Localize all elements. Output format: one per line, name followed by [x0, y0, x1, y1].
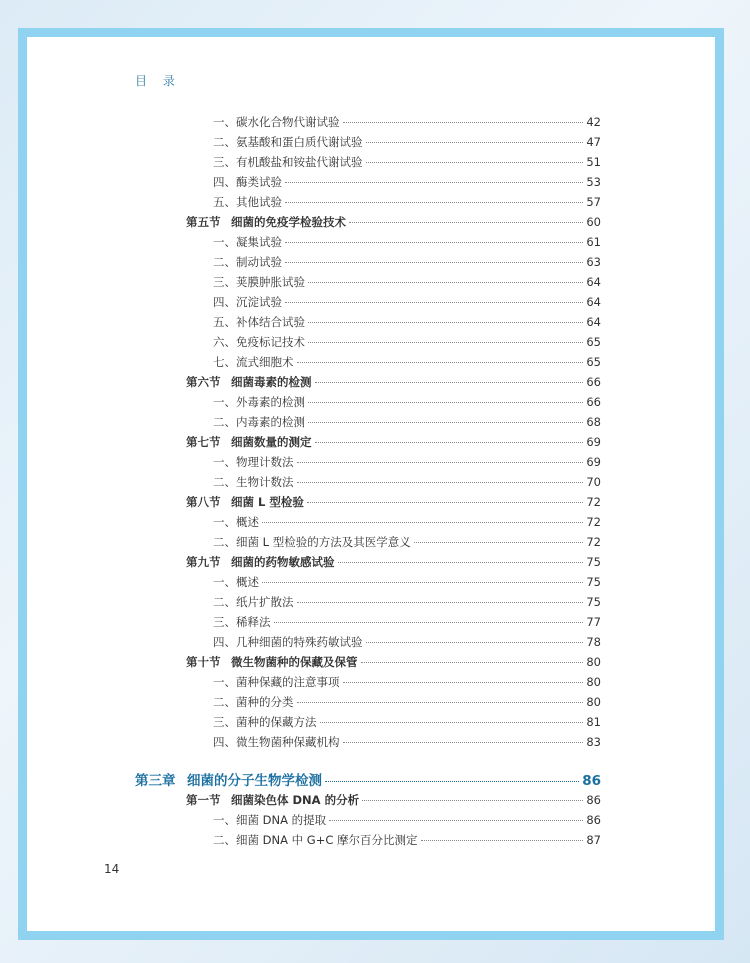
toc-entry-page: 61 [586, 235, 601, 249]
toc-entry-label [213, 674, 340, 690]
dot-leader [366, 162, 584, 163]
toc-entry-page: 69 [586, 435, 601, 449]
toc-entry-title: 五、补体结合试验 [213, 315, 305, 329]
toc-entry-title: 五、其他试验 [213, 195, 282, 209]
toc-entry-title: 一、菌种保藏的注意事项 [213, 675, 340, 689]
toc-item[interactable] [213, 694, 601, 710]
dot-leader [297, 482, 584, 483]
toc-entry-page: 78 [586, 635, 601, 649]
toc-entry-title: 一、概述 [213, 515, 259, 529]
toc-entry-page: 64 [586, 295, 601, 309]
toc-entry-page: 75 [586, 575, 601, 589]
toc-entry-title: 细菌毒素的检测 [231, 375, 312, 389]
toc-chapter[interactable] [135, 769, 601, 789]
toc-entry-page: 42 [586, 115, 601, 129]
toc-entry-page: 83 [586, 735, 601, 749]
toc-entry-label [213, 354, 294, 370]
toc-entry-label [213, 574, 259, 590]
dot-leader [315, 442, 584, 443]
toc-item[interactable] [213, 454, 601, 470]
dot-leader [308, 402, 583, 403]
toc-item[interactable] [213, 294, 601, 310]
toc-item[interactable] [213, 734, 601, 750]
toc-entry-page: 80 [586, 695, 601, 709]
toc-entry-label [213, 254, 282, 270]
toc-entry-page: 72 [586, 535, 601, 549]
toc-entry-label [213, 514, 259, 530]
toc-entry-label [213, 534, 411, 550]
toc-entry-page: 80 [586, 655, 601, 669]
toc-entry-label [213, 414, 305, 430]
toc-item[interactable] [213, 514, 601, 530]
toc-entry-page: 86 [582, 773, 601, 789]
toc-entry-label [213, 714, 317, 730]
toc-item[interactable] [213, 174, 601, 190]
toc-entry-label [186, 792, 359, 808]
toc-item[interactable] [213, 394, 601, 410]
toc-entry-page: 77 [586, 615, 601, 629]
toc-item[interactable] [213, 354, 601, 370]
toc-entry-page: 80 [586, 675, 601, 689]
toc-entry-page: 86 [586, 813, 601, 827]
toc-entry-label [213, 274, 305, 290]
dot-leader [325, 781, 579, 782]
dot-leader [320, 722, 584, 723]
toc-entry-page: 53 [586, 175, 601, 189]
toc-entry-page: 47 [586, 135, 601, 149]
toc-entry-label [213, 734, 340, 750]
dot-leader [308, 322, 583, 323]
toc-entry-label [213, 114, 340, 130]
toc-entry-number: 第三章 [135, 773, 176, 789]
toc-entry-title: 四、沉淀试验 [213, 295, 282, 309]
toc-entry-title: 二、菌种的分类 [213, 695, 294, 709]
dot-leader [274, 622, 584, 623]
toc-entry-number: 第五节 [186, 215, 221, 229]
toc-entry-page: 57 [586, 195, 601, 209]
dot-leader [349, 222, 583, 223]
toc-entry-title: 细菌 L 型检验 [231, 495, 304, 509]
toc-section[interactable] [186, 374, 601, 390]
toc-entry-label [186, 374, 312, 390]
toc-entry-label [186, 554, 335, 570]
dot-leader [285, 262, 583, 263]
toc-entry-number: 第九节 [186, 555, 221, 569]
toc-entry-number: 第八节 [186, 495, 221, 509]
dot-leader [307, 502, 584, 503]
toc-entry-page: 66 [586, 395, 601, 409]
toc-entry-title: 二、纸片扩散法 [213, 595, 294, 609]
toc-entry-page: 60 [586, 215, 601, 229]
toc-entry-label [213, 474, 294, 490]
toc-entry-title: 微生物菌种的保藏及保管 [231, 655, 358, 669]
toc-entry-title: 细菌染色体 DNA 的分析 [231, 793, 360, 807]
toc-entry-label [213, 234, 282, 250]
toc-entry-label [213, 174, 282, 190]
toc-section[interactable] [186, 434, 601, 450]
dot-leader [366, 142, 584, 143]
toc-section[interactable] [186, 494, 601, 510]
toc-entry-title: 二、细菌 L 型检验的方法及其医学意义 [213, 535, 411, 549]
toc-entry-label [213, 812, 326, 828]
dot-leader [308, 282, 583, 283]
toc-entry-number: 第六节 [186, 375, 221, 389]
toc-entry-label [213, 614, 271, 630]
toc-entry-title: 七、流式细胞术 [213, 355, 294, 369]
toc-item[interactable] [213, 234, 601, 250]
toc-entry-number: 第十节 [186, 655, 221, 669]
dot-leader [308, 342, 583, 343]
toc-entry-title: 三、稀释法 [213, 615, 271, 629]
toc-entry-title: 一、外毒素的检测 [213, 395, 305, 409]
toc-entry-label [213, 694, 294, 710]
toc-entry-title: 二、氨基酸和蛋白质代谢试验 [213, 135, 363, 149]
toc-entry-label [213, 314, 305, 330]
dot-leader [366, 642, 584, 643]
toc-entry-page: 81 [586, 715, 601, 729]
toc-item[interactable] [213, 574, 601, 590]
toc-entry-label [213, 194, 282, 210]
toc-item[interactable] [213, 134, 601, 150]
toc-item[interactable] [213, 634, 601, 650]
toc-entry-label [213, 294, 282, 310]
toc-item[interactable] [213, 274, 601, 290]
dot-leader [343, 122, 584, 123]
toc-entry-title: 四、微生物菌种保藏机构 [213, 735, 340, 749]
toc-entry-page: 75 [586, 555, 601, 569]
toc-entry-page: 65 [586, 335, 601, 349]
toc-item[interactable] [213, 594, 601, 610]
toc-entry-title: 四、几种细菌的特殊药敏试验 [213, 635, 363, 649]
toc-entry-label [213, 594, 294, 610]
dot-leader [421, 840, 584, 841]
dot-leader [262, 582, 583, 583]
toc-entry-label [213, 154, 363, 170]
toc-item[interactable] [213, 832, 601, 848]
toc-entry-number: 第七节 [186, 435, 221, 449]
toc-section[interactable] [186, 654, 601, 670]
toc-entry-title: 二、内毒素的检测 [213, 415, 305, 429]
toc-entry-title: 一、凝集试验 [213, 235, 282, 249]
toc-entry-title: 一、概述 [213, 575, 259, 589]
toc-item[interactable] [213, 414, 601, 430]
toc-entry-label [186, 214, 346, 230]
toc-entry-label [213, 832, 418, 848]
toc-entry-title: 三、荚膜肿胀试验 [213, 275, 305, 289]
toc-entry-title: 一、细菌 DNA 的提取 [213, 813, 327, 827]
dot-leader [262, 522, 583, 523]
toc-entry-label [186, 434, 312, 450]
toc-item[interactable] [213, 614, 601, 630]
toc-entry-page: 64 [586, 275, 601, 289]
toc-entry-label [213, 454, 294, 470]
toc-entry-title: 一、碳水化合物代谢试验 [213, 115, 340, 129]
toc-entry-page: 69 [586, 455, 601, 469]
toc-item[interactable] [213, 114, 601, 130]
toc-item[interactable] [213, 334, 601, 350]
dot-leader [297, 702, 584, 703]
toc-entry-title: 二、制动试验 [213, 255, 282, 269]
dot-leader [414, 542, 584, 543]
toc-entry-title: 二、生物计数法 [213, 475, 294, 489]
toc-entry-label [186, 654, 358, 670]
dot-leader [338, 562, 584, 563]
dot-leader [285, 302, 583, 303]
dot-leader [315, 382, 584, 383]
dot-leader [297, 462, 584, 463]
toc-item[interactable] [213, 194, 601, 210]
toc-item[interactable] [213, 154, 601, 170]
toc-entry-title: 细菌的免疫学检验技术 [231, 215, 346, 229]
toc-entry-title: 细菌的分子生物学检测 [187, 773, 322, 789]
toc-entry-page: 63 [586, 255, 601, 269]
toc-entry-label [186, 494, 304, 510]
page-number: 14 [104, 862, 120, 876]
toc-item[interactable] [213, 314, 601, 330]
dot-leader [343, 742, 584, 743]
toc-item[interactable] [213, 812, 601, 828]
toc-entry-page: 86 [586, 793, 601, 807]
dot-leader [285, 242, 583, 243]
toc-entry-page: 66 [586, 375, 601, 389]
toc-entry-title: 三、菌种的保藏方法 [213, 715, 317, 729]
dot-leader [362, 800, 583, 801]
toc-entry-title: 二、细菌 DNA 中 G+C 摩尔百分比测定 [213, 833, 418, 847]
toc-entry-page: 75 [586, 595, 601, 609]
toc-entry-title: 细菌数量的测定 [231, 435, 312, 449]
toc-entry-page: 65 [586, 355, 601, 369]
toc-entry-page: 72 [586, 495, 601, 509]
toc-entry-page: 87 [586, 833, 601, 847]
dot-leader [343, 682, 584, 683]
toc-entry-title: 四、酶类试验 [213, 175, 282, 189]
toc-entry-page: 64 [586, 315, 601, 329]
toc-entry-page: 68 [586, 415, 601, 429]
dot-leader [285, 202, 583, 203]
toc-entry-number: 第一节 [186, 793, 221, 807]
toc-item[interactable] [213, 674, 601, 690]
toc-section[interactable] [186, 214, 601, 230]
toc-item[interactable] [213, 474, 601, 490]
toc-entry-label [213, 394, 305, 410]
page-header: 目 录 [135, 74, 181, 88]
toc-section[interactable] [186, 792, 601, 808]
toc-entry-label [213, 634, 363, 650]
toc-item[interactable] [213, 714, 601, 730]
dot-leader [297, 602, 584, 603]
toc-item[interactable] [213, 534, 601, 550]
dot-leader [329, 820, 583, 821]
dot-leader [308, 422, 583, 423]
toc-entry-label [135, 769, 322, 789]
toc-entry-page: 72 [586, 515, 601, 529]
toc-entry-label [213, 134, 363, 150]
toc-item[interactable] [213, 254, 601, 270]
toc-entry-page: 51 [586, 155, 601, 169]
dot-leader [361, 662, 584, 663]
toc-entry-title: 一、物理计数法 [213, 455, 294, 469]
toc-entry-title: 细菌的药物敏感试验 [231, 555, 335, 569]
dot-leader [285, 182, 583, 183]
toc-entry-title: 三、有机酸盐和铵盐代谢试验 [213, 155, 363, 169]
toc-entry-page: 70 [586, 475, 601, 489]
toc-section[interactable] [186, 554, 601, 570]
toc-entry-label [213, 334, 305, 350]
toc-entry-title: 六、免疫标记技术 [213, 335, 305, 349]
dot-leader [297, 362, 584, 363]
